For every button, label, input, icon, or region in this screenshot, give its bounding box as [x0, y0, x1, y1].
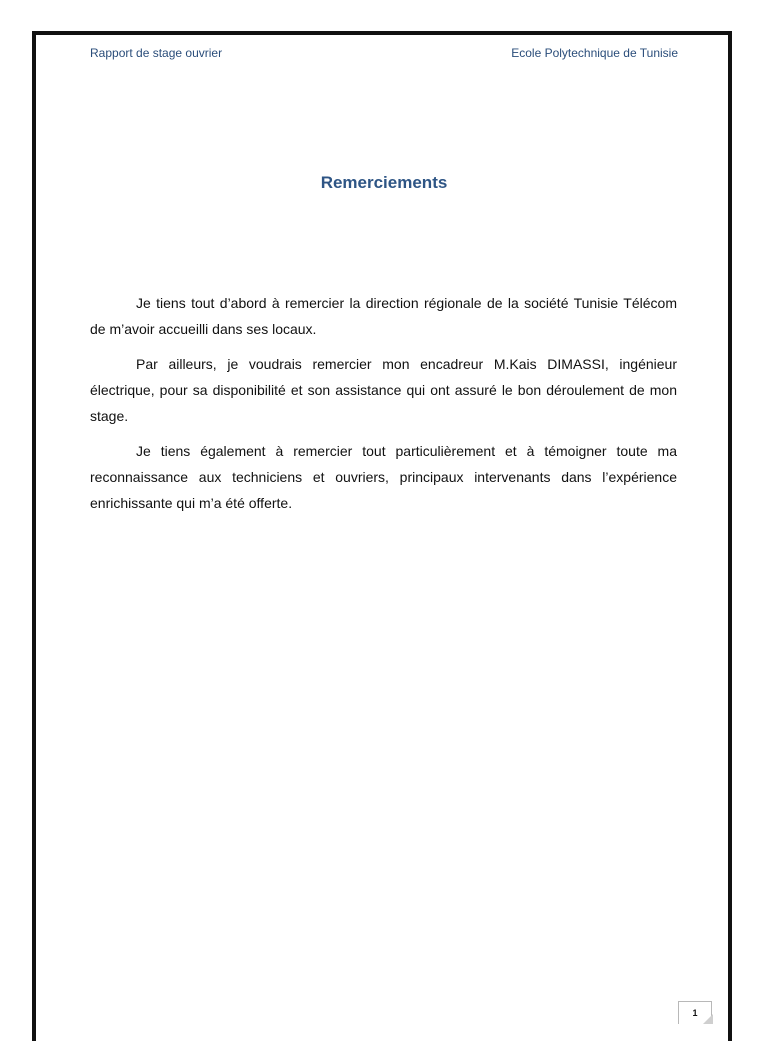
paragraph-3: Je tiens également à remercier tout particulièrement et à témoigner toute ma reconnaissance aux techniciens et ouvriers, principaux intervenants dans l’expérience enrichissante qui m’a été offerte. — [90, 443, 677, 511]
page-header — [90, 46, 678, 64]
page-title: Remerciements — [320, 173, 448, 192]
page-number: 1 — [678, 1001, 712, 1024]
acknowledgements-body — [90, 290, 677, 525]
header-school-name: Ecole Polytechnique de Tunisie — [511, 46, 678, 60]
page-curl-icon — [703, 1014, 713, 1024]
paragraph-1: Je tiens tout d’abord à remercier la direction régionale de la société Tunisie Télécom de m’avoir accueilli dans ses locaux. — [90, 295, 677, 337]
header-report-title: Rapport de stage ouvrier — [90, 46, 223, 60]
paragraph-2: Par ailleurs, je voudrais remercier mon encadreur M.Kais DIMASSI, ingénieur électrique, pour sa disponibilité et son assistance qui ont assuré le bon déroulement de mon stage. — [90, 356, 677, 424]
